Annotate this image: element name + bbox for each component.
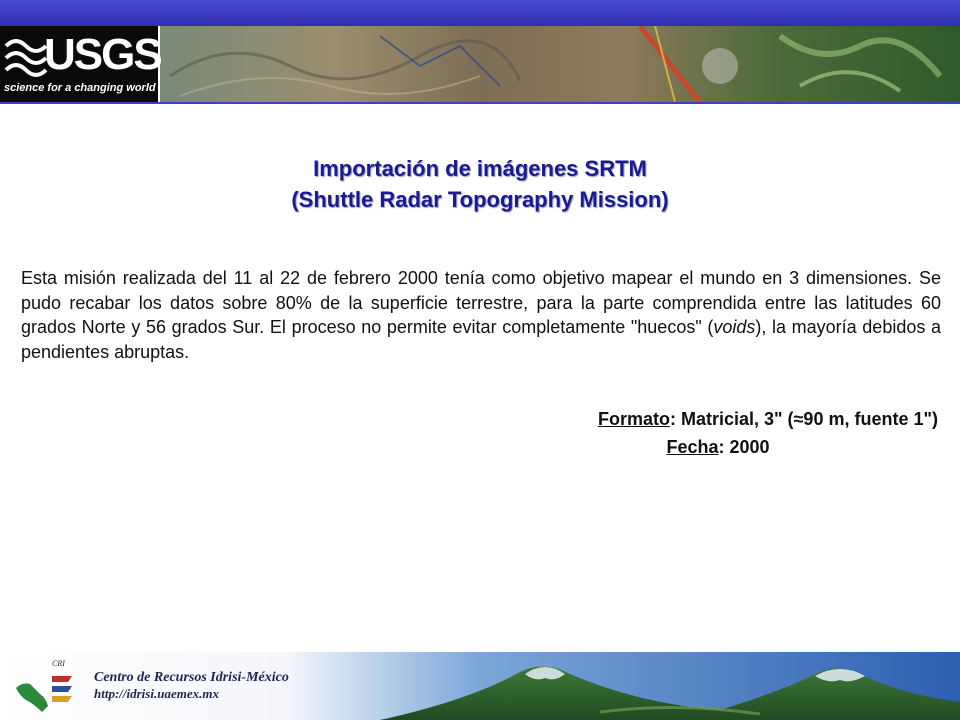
date-row xyxy=(438,433,938,461)
footer-url[interactable]: http://idrisi.uaemex.mx xyxy=(94,686,219,701)
header-divider xyxy=(0,102,960,104)
format-label: Formato xyxy=(597,409,670,429)
body-text-end: ), la mayoría debidos a pendientes abruptas. xyxy=(21,317,941,362)
date-label: Fecha xyxy=(666,437,719,457)
title-line-1: Importación de imágenes SRTM xyxy=(313,156,647,181)
title-line-2: (Shuttle Radar Topography Mission) xyxy=(291,187,669,212)
body-text-main: Esta misión realizada del 11 al 22 de febrero 2000 tenía como objetivo mapear el mundo en 3 dimensiones. Se pudo recabar los datos sobre 80% de la superficie terrestre, para la parte comprendida entre las latitudes 60 grados Norte y 56 grados Sur. El proceso no permite evitar completamente "huecos" ( xyxy=(21,268,941,337)
format-value: : Matricial, 3" (≈90 m, fuente 1") xyxy=(669,409,938,429)
cri-logo-text: CRI xyxy=(52,659,65,668)
body-text-italic: voids xyxy=(713,317,756,337)
date-value: : 2000 xyxy=(718,437,770,457)
usgs-wordmark: USGS xyxy=(44,30,161,79)
usgs-wave-icon xyxy=(4,32,48,84)
usgs-tagline: science for a changing world xyxy=(4,82,156,94)
header-banner xyxy=(0,26,960,102)
body-paragraph xyxy=(21,266,941,364)
header-strip xyxy=(0,0,960,27)
footer-org xyxy=(94,670,289,702)
cri-mexico-logo xyxy=(12,654,82,718)
usgs-logo xyxy=(0,26,160,102)
footer-org-name: Centro de Recursos Idrisi-México xyxy=(94,670,289,685)
format-row xyxy=(438,405,938,433)
metadata-block xyxy=(438,405,938,461)
slide-title xyxy=(0,153,960,215)
footer-banner xyxy=(0,652,960,720)
